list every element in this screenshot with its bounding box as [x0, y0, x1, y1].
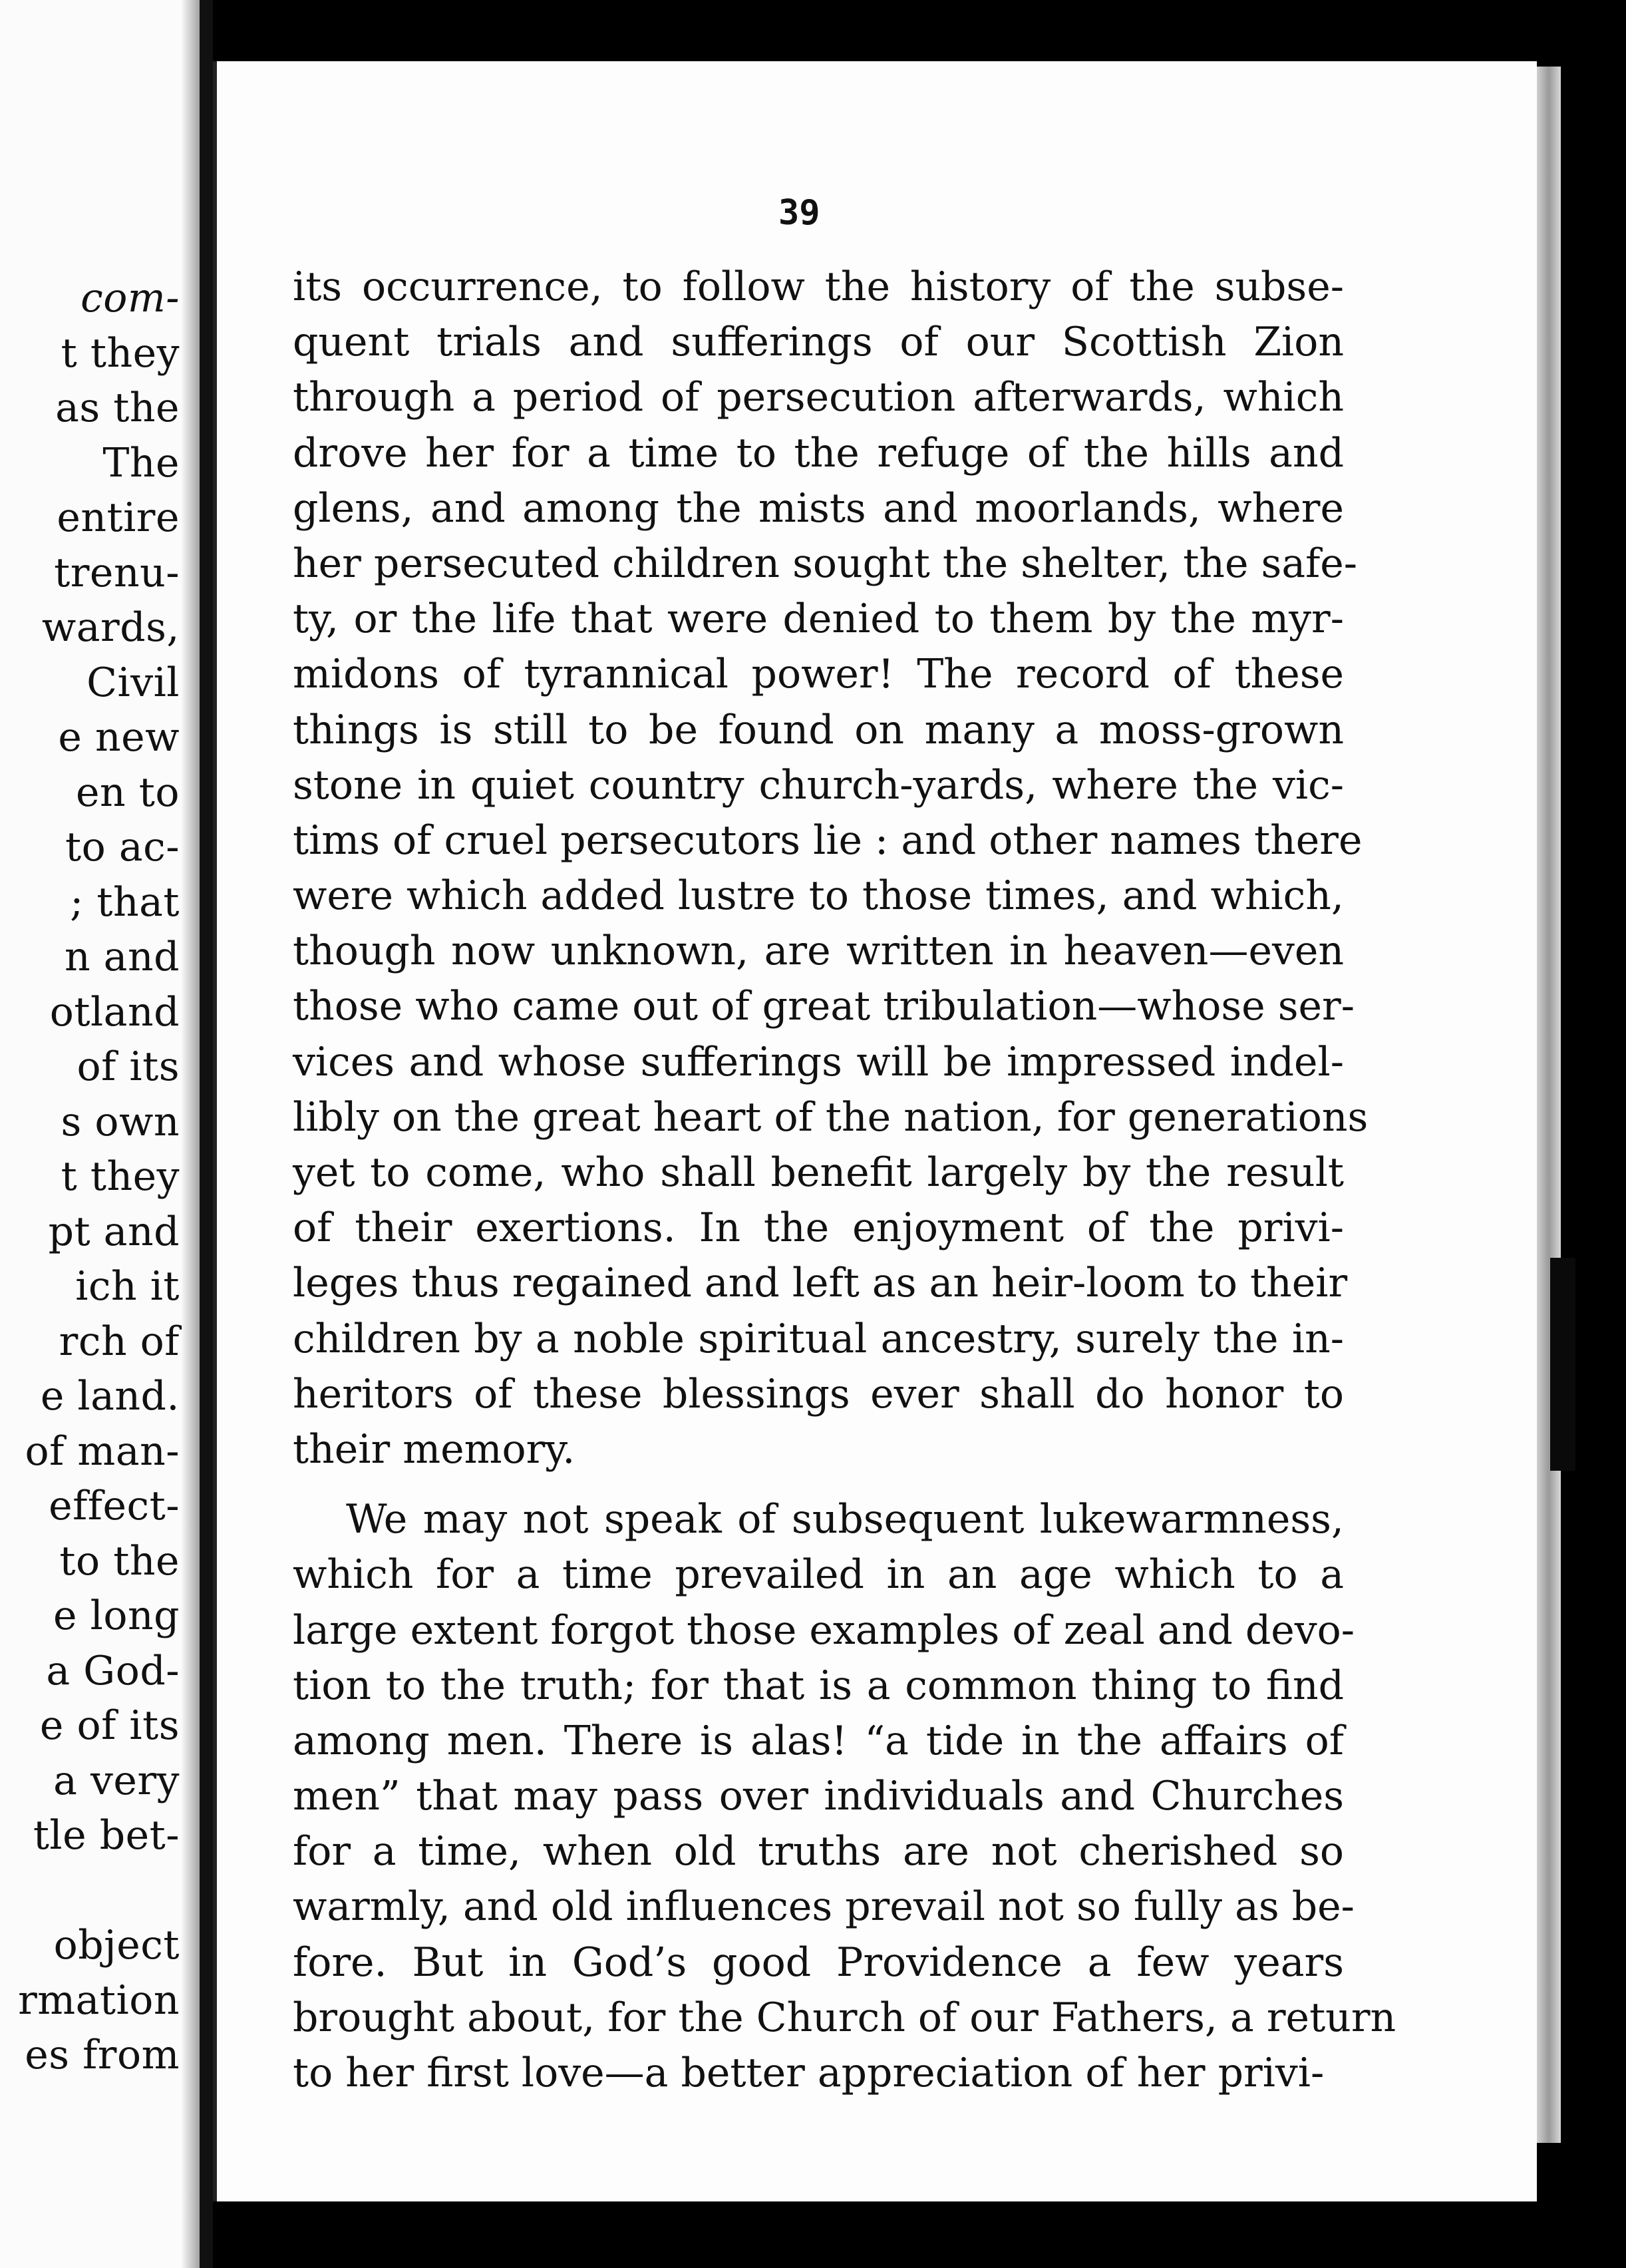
- facing-page-line: t they: [61, 1153, 180, 1200]
- facing-page-line: a very: [53, 1757, 180, 1804]
- text-line: their memory.: [293, 1425, 575, 1473]
- facing-page-line: en to: [76, 769, 180, 816]
- text-line: among men. There is alas! “a tide in the affairs of: [293, 1717, 1344, 1764]
- facing-page-line: t they: [61, 329, 180, 377]
- text-line: warmly, and old influences prevail not so fully as be-: [293, 1883, 1355, 1931]
- facing-page-line: Civil: [86, 659, 180, 706]
- text-line: drove her for a time to the refuge of the hills and: [293, 429, 1344, 476]
- facing-page-line: as the: [55, 385, 180, 431]
- text-line: libly on the great heart of the nation, for generations: [293, 1093, 1369, 1141]
- facing-page-line: of its: [77, 1043, 180, 1090]
- text-line: large extent forgot those examples of zeal and devo-: [293, 1606, 1355, 1654]
- facing-page-line: ; that: [70, 878, 180, 926]
- facing-page-line: to the: [59, 1537, 180, 1585]
- text-line: her persecuted children sought the shelter, the safe-: [293, 540, 1358, 587]
- text-line: fore. But in God’s good Providence a few years: [293, 1939, 1344, 1986]
- facing-page-line: to ac-: [65, 824, 180, 870]
- text-line: through a period of persecution afterwards, which: [293, 374, 1344, 421]
- text-line: which for a time prevailed in an age which to a: [293, 1551, 1344, 1599]
- text-line: for a time, when old truths are not cherished so: [293, 1828, 1344, 1875]
- facing-page-line: The: [102, 439, 180, 486]
- facing-page-line: entire: [57, 494, 180, 541]
- facing-page-line: e of its: [39, 1702, 180, 1749]
- text-line: yet to come, who shall benefit largely by the result: [293, 1149, 1344, 1196]
- facing-page-line: rmation: [18, 1977, 180, 2024]
- text-line: though now unknown, are written in heaven—even: [293, 928, 1344, 975]
- page-edge-tab: [1550, 1258, 1575, 1471]
- text-line: glens, and among the mists and moorlands, where: [293, 484, 1344, 532]
- text-line: tims of cruel persecutors lie : and other names there: [293, 817, 1363, 864]
- text-line: We may not speak of subsequent lukewarmness,: [346, 1496, 1344, 1543]
- text-line: things is still to be found on many a moss-grown: [293, 706, 1344, 753]
- facing-page-line: otland: [49, 988, 180, 1036]
- paragraph-1: [293, 260, 1369, 1477]
- facing-page-line: s own: [61, 1098, 180, 1145]
- facing-page-line: e new: [58, 714, 180, 761]
- gutter-shadow: [181, 0, 200, 2268]
- facing-page-line: of man-: [25, 1427, 180, 1475]
- paragraph-2: [293, 1492, 1396, 2101]
- text-line: quent trials and sufferings of our Scottish Zion: [293, 319, 1344, 366]
- text-line: were which added lustre to those times, and which,: [293, 872, 1344, 920]
- book-gutter: [200, 0, 213, 2268]
- facing-page-line: e land.: [40, 1373, 180, 1419]
- facing-page-line: effect-: [49, 1483, 180, 1529]
- page-number: 39: [778, 193, 820, 233]
- text-line: brought about, for the Church of our Fathers, a return: [293, 1994, 1396, 2041]
- text-line: heritors of these blessings ever shall do honor to: [293, 1370, 1344, 1418]
- facing-page-line: object: [53, 1922, 180, 1969]
- text-line: to her first love—a better appreciation of her privi-: [293, 2050, 1325, 2096]
- text-line: vices and whose sufferings will be impressed indel-: [293, 1038, 1344, 1085]
- text-line: leges thus regained and left as an heir-loom to their: [293, 1260, 1348, 1307]
- facing-page-line: e long: [53, 1593, 180, 1639]
- facing-page-line: pt and: [48, 1208, 180, 1255]
- body-text: [293, 260, 1396, 2101]
- facing-page-line: rch of: [59, 1318, 180, 1365]
- facing-page-line: ich it: [75, 1263, 180, 1310]
- text-line: midons of tyrannical power! The record of these: [293, 651, 1344, 698]
- facing-page-line: wards,: [41, 604, 180, 651]
- facing-page-line: es from: [25, 2032, 180, 2078]
- facing-page-fragment: [0, 0, 200, 2268]
- text-line: stone in quiet country church-yards, where the vic-: [293, 761, 1344, 809]
- facing-page-line: tle bet-: [33, 1812, 180, 1859]
- text-line: men” that may pass over individuals and Churches: [293, 1773, 1344, 1820]
- page-edge: [1537, 67, 1561, 2143]
- text-line: those who came out of great tribulation—whose ser-: [293, 983, 1355, 1030]
- facing-page-line: trenu-: [54, 549, 180, 596]
- facing-page-line: n and: [64, 934, 180, 980]
- facing-page-line: a God-: [46, 1647, 180, 1694]
- text-line: of their exertions. In the enjoyment of the privi-: [293, 1205, 1344, 1252]
- text-line: its occurrence, to follow the history of the subse-: [293, 264, 1344, 310]
- text-line: ty, or the life that were denied to them by the myr-: [293, 596, 1344, 643]
- text-line: children by a noble spiritual ancestry, surely the in-: [293, 1315, 1344, 1362]
- text-line: tion to the truth; for that is a common thing to find: [293, 1662, 1344, 1709]
- facing-page-line: com-: [81, 275, 180, 321]
